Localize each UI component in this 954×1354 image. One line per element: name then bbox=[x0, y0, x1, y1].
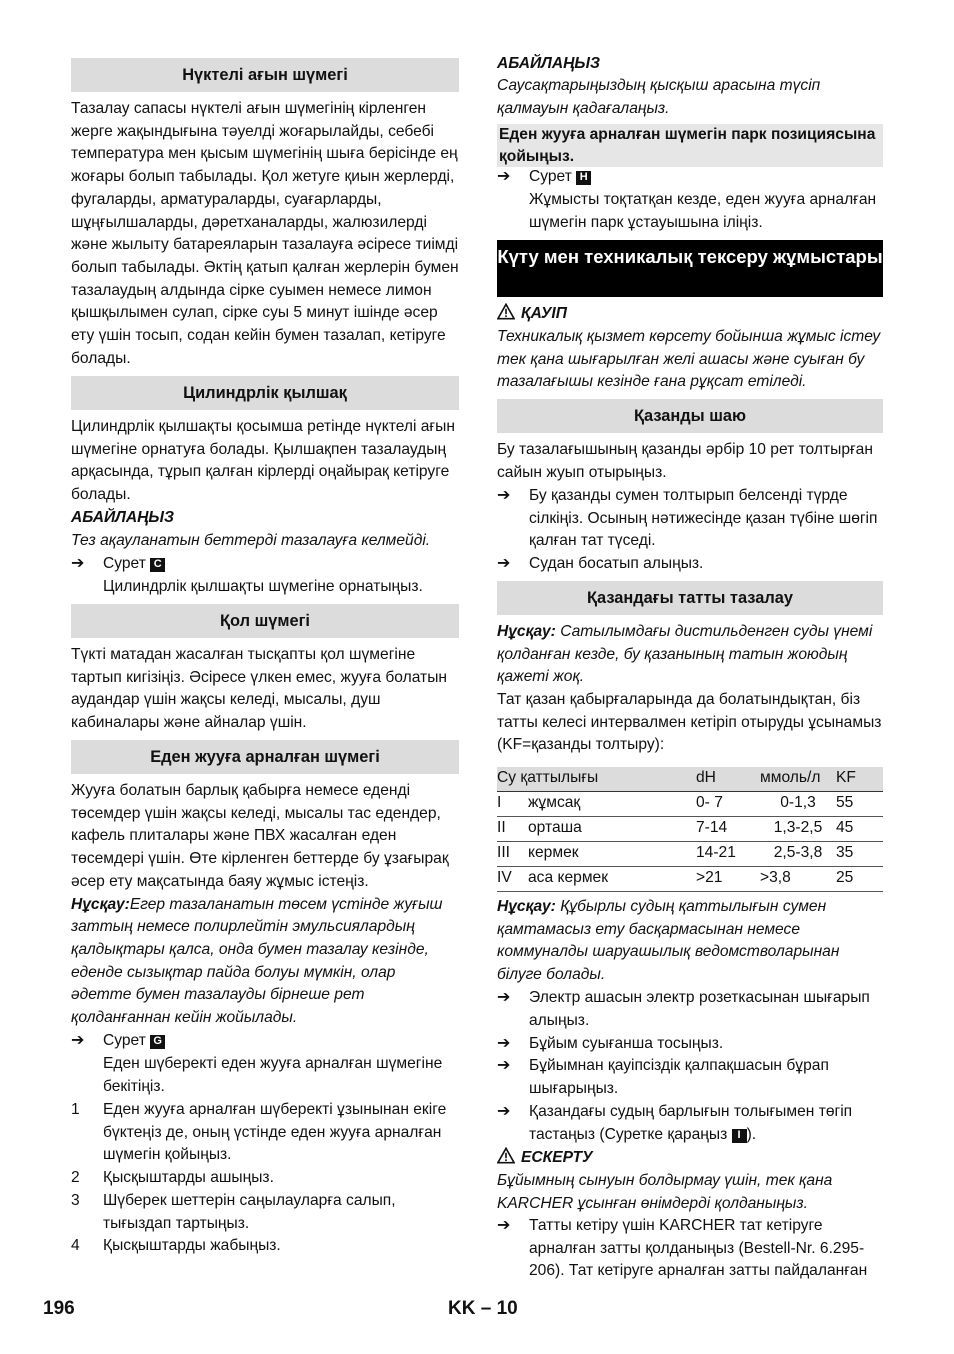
step-item: ➔ Электр ашасын электр розеткасынан шығарып алыңыз. bbox=[497, 989, 870, 1029]
arrow-right-icon: ➔ bbox=[497, 1035, 511, 1052]
table-row: I жұмсақ 0- 7 0-1,3 55 bbox=[497, 791, 883, 816]
arrow-right-icon: ➔ bbox=[497, 555, 511, 572]
step-text: Еден шүберекті еден жууға арналған шүмегіне бекітіңіз. bbox=[103, 1055, 443, 1095]
table-header: Су қаттылығы bbox=[497, 767, 696, 791]
chapter-title: Күту мен техникалық тексеру жұмыстары bbox=[497, 240, 883, 297]
table-row: IV аса кермек >21 >3,8 25 bbox=[497, 866, 883, 891]
step-item: ➔ Бұйым суығанша тосыңыз. bbox=[497, 1033, 883, 1056]
danger-text: Техникалық қызмет көрсету бойынша жұмыс істеу тек қана шығарылған желі ашасы және суыған бу тазалағышы кезінде ғана рұқсат етіледі. bbox=[497, 328, 881, 391]
caution-label: АБАЙЛАҢЫЗ bbox=[71, 509, 175, 526]
step-item: ➔ Судан босатып алыңыз. bbox=[497, 553, 883, 576]
arrow-right-icon: ➔ bbox=[497, 487, 511, 504]
arrow-right-icon: ➔ bbox=[497, 1217, 511, 1234]
figure-ref: ➔ Сурет C bbox=[71, 553, 459, 576]
section-heading-descaling: Қазандағы татты тазалау bbox=[497, 581, 883, 615]
floor-nozzle-text: Жууға болатын барлық қабырға немесе еденді төсемдер үшін жақсы келеді, мысалы тас едендер, кафель плиталары және ПВХ жасалған еден төсемдері үшін. Өте кірленген беттерде бу ұзағырақ әсер ету мақсатында баяу жұмыс істеңіз. Нұсқау:Егер тазаланатын төсем үстінде жуғыш заттың немесе полирлейтін эмульсиялардың қалдықтары қалса, онда бумен тазалау кезінде, еденде сызықтар пайда болуы мүмкін, олар әдетте бумен тазалауды бірнеше рет қолданғаннан кейін жойылады. bbox=[71, 782, 449, 1027]
notice-text: Бұйымның сынуын болдырмау үшін, тек қана KARCHER ұсынған өнімдерді қолданыңыз. bbox=[497, 1172, 833, 1212]
figure-badge: C bbox=[150, 558, 165, 572]
numbered-list-item: 3 Шүберек шеттерін саңылауларға салып, тығыздап тартыңыз. bbox=[71, 1192, 396, 1232]
round-brush-text: Цилиндрлік қылшақты қосымша ретінде нүктелі ағын шүмегіне орнатуға болады. Қылшақпен тазалаудың арқасында, тұрып қалған кірлерді оңайырақ кетіруге болады. bbox=[71, 418, 455, 504]
descaling-text: Тат қазан қабырғаларында да болатындықтан, біз татты келесі интервалмен кетіріп отыруды ұсынамыз (KF=қазанды толтыру): bbox=[497, 691, 882, 754]
rinse-boiler-text: Бу тазалағышының қазанды әрбір 10 рет толтырған сайын жуып отырыңыз. bbox=[497, 441, 873, 481]
water-hardness-table bbox=[497, 767, 883, 892]
section-heading-rinse-boiler: Қазанды шаю bbox=[497, 399, 883, 433]
section-heading-spot-nozzle: Нүктелі ағын шүмегі bbox=[71, 58, 459, 92]
danger-warning: ҚАУІП bbox=[497, 303, 883, 326]
arrow-right-icon: ➔ bbox=[71, 555, 85, 572]
page-number: 196 bbox=[43, 1298, 75, 1319]
step-item: ➔ Бу қазанды сумен толтырып белсенді түрде сілкіңіз. Осының нәтижесінде қазан түбіне шөгіп қалған тат түседі. bbox=[497, 487, 878, 550]
table-header: dH bbox=[696, 767, 760, 791]
table-header-row bbox=[497, 767, 883, 791]
section-heading-hand-nozzle: Қол шүмегі bbox=[71, 604, 459, 638]
table-header: KF bbox=[836, 767, 883, 791]
figure-ref: ➔ Сурет G bbox=[71, 1030, 459, 1053]
step-item: ➔ Бұйымнан қауіпсіздік қалпақшасын бұрап шығарыңыз. bbox=[497, 1057, 829, 1097]
numbered-list-item: 1 Еден жууға арналған шүберекті ұзынынан екіге бүктеңіз де, оның үстінде еден жууға арналған шүмегін қойыңыз. bbox=[71, 1101, 447, 1164]
caution-text: Саусақтарыңыздың қысқыш арасына түсіп қалмауын қадағалаңыз. bbox=[497, 77, 821, 117]
warning-triangle-icon bbox=[497, 1147, 515, 1164]
caution-text: Тез ақауланатын беттерді тазалауға келмейді. bbox=[71, 532, 431, 549]
table-header: ммоль/л bbox=[760, 767, 836, 791]
section-code: KK – 10 bbox=[448, 1298, 518, 1319]
step-text: Цилиндрлік қылшақты шүмегіне орнатыңыз. bbox=[103, 578, 423, 595]
arrow-right-icon: ➔ bbox=[497, 1057, 511, 1074]
descaling-note: Нұсқау: Сатылымдағы дистильденген суды үнемі қолданған кезде, бу қазанының татын жоюдың қажеті жоқ. bbox=[497, 623, 873, 686]
figure-badge: H bbox=[576, 171, 591, 185]
step-text: Жұмысты тоқтатқан кезде, еден жууға арналған шүмегін парк ұстауышына іліңіз. bbox=[529, 191, 877, 231]
arrow-right-icon: ➔ bbox=[497, 1103, 511, 1120]
table-row: II орташа 7-14 1,3-2,5 45 bbox=[497, 816, 883, 841]
spot-nozzle-text: Тазалау сапасы нүктелі ағын шүмегінің кірленген жерге жақындығына тәуелді жоғарылайды, себебі температура мен қысым шүмегінің шыға берісінде ең жоғары болып табылады. Қол жетуге қиын жерлерді, фугаларды, арматураларды, суағарларды, шұңғылшаларды, дәретханаларды, жалюзилерді және жылыту батареяларын тазалауға әсіресе тиімді болып табылады. Әктің қатып қалған жерлерін бумен тазалаудың алдында сірке суымен немесе лимон қышқылымен сулап, сірке суы 5 минут ішінде әсер ету үшін тосып, содан кейін бумен тазалап, кетіруге болады. bbox=[71, 100, 459, 367]
arrow-right-icon: ➔ bbox=[71, 1032, 85, 1049]
section-heading-round-brush: Цилиндрлік қылшақ bbox=[71, 376, 459, 410]
caution-label: АБАЙЛАҢЫЗ bbox=[497, 55, 601, 72]
water-hardness-note: Нұсқау: Құбырлы судың қаттылығын сумен қамтамасыз ету басқармасынан немесе коммуналды шаруашылық ведомстволарынан білуге болады. bbox=[497, 898, 840, 984]
arrow-right-icon: ➔ bbox=[497, 989, 511, 1006]
numbered-list-item: 4 Қысқыштарды жабыңыз. bbox=[71, 1237, 281, 1254]
warning-triangle-icon bbox=[497, 303, 515, 320]
figure-ref: ➔ Сурет H bbox=[497, 166, 883, 189]
figure-badge: G bbox=[150, 1035, 165, 1049]
hand-nozzle-text: Түкті матадан жасалған тысқапты қол шүмегіне тартып кигізіңіз. Әсіресе үлкен емес, жууға болатын аудандар үшін жақсы келеді, мысалы, душ кабиналары және айналар үшін. bbox=[71, 646, 448, 732]
step-item: ➔ Татты кетіру үшін KARCHER тат кетіруге арналған затты қолданыңыз (Bestell-Nr. 6.295-206). Тат кетіруге арналған затты пайдаланған bbox=[497, 1217, 868, 1280]
notice-warning: ЕСКЕРТУ bbox=[497, 1147, 883, 1170]
park-position-heading: Еден жууға арналған шүмегін парк позициясына қойыңыз. bbox=[497, 124, 883, 167]
numbered-list-item: 2 Қысқыштарды ашыңыз. bbox=[71, 1169, 274, 1186]
figure-badge: I bbox=[732, 1129, 747, 1143]
section-heading-floor-nozzle: Еден жууға арналған шүмегі bbox=[71, 740, 459, 774]
table-row: III кермек 14-21 2,5-3,8 35 bbox=[497, 841, 883, 866]
step-item: ➔ Қазандағы судың барлығын толығымен төгіп тастаңыз (Суретке қараңыз I ). bbox=[497, 1103, 853, 1143]
arrow-right-icon: ➔ bbox=[497, 168, 511, 185]
